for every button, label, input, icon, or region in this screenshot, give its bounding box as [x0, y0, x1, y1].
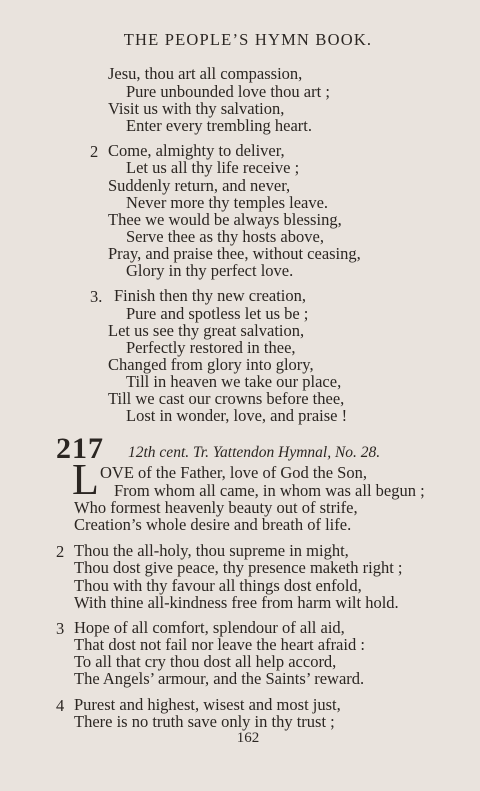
verse-line: Let us all thy life receive ; — [126, 158, 300, 177]
verse-line: Thou dost give peace, thy presence maketh right ; — [74, 558, 403, 577]
verse-line: That dost not fail nor leave the heart afraid : — [74, 635, 365, 654]
verse-line: Glory in thy perfect love. — [126, 261, 294, 280]
verse-line: From whom all came, in whom was all begun ; — [114, 481, 425, 500]
stanza-number: 2 — [56, 542, 65, 561]
page-number: 162 — [236, 730, 260, 746]
verse-line: Finish then thy new creation, — [114, 286, 307, 305]
verse-line: OVE of the Father, love of God the Son, — [100, 463, 367, 482]
verse-line: Jesu, thou art all compassion, — [108, 64, 303, 83]
verse-line: Perfectly restored in thee, — [126, 338, 296, 357]
verse-line: There is no truth save only in thy trust ; — [74, 712, 335, 731]
verse-line: Let us see thy great salvation, — [108, 321, 305, 340]
stanza-number: 2 — [90, 142, 99, 161]
page-header: THE PEOPLE’S HYMN BOOK. — [123, 30, 373, 49]
verse-line: Never more thy temples leave. — [126, 193, 329, 212]
stanza-number: 3. — [90, 287, 103, 306]
verse-line: Thou with thy favour all things dost enfold, — [74, 576, 362, 595]
verse-line: Creation’s whole desire and breath of life. — [74, 515, 352, 534]
verse-line: Come, almighty to deliver, — [108, 141, 285, 160]
verse-line: To all that cry thou dost all help accord, — [74, 652, 337, 671]
verse-line: Suddenly return, and never, — [108, 176, 291, 195]
hymn-number: 217 — [56, 432, 104, 465]
verse-line: Thou the all-holy, thou supreme in might, — [74, 541, 349, 560]
verse-line: Changed from glory into glory, — [108, 355, 314, 374]
drop-cap: L — [72, 455, 99, 504]
verse-line: The Angels’ armour, and the Saints’ reward. — [74, 669, 365, 688]
verse-line: With thine all-kindness free from harm wilt hold. — [74, 593, 399, 612]
verse-line: Till we cast our crowns before thee, — [108, 389, 345, 408]
verse-line: Pure and spotless let us be ; — [126, 304, 309, 323]
verse-line: Who formest heavenly beauty out of strife, — [74, 498, 358, 517]
verse-line: Enter every trembling heart. — [126, 116, 313, 135]
verse-line: Thee we would be always blessing, — [108, 210, 342, 229]
verse-line: Till in heaven we take our place, — [126, 372, 342, 391]
verse-line: Pray, and praise thee, without ceasing, — [108, 244, 361, 263]
verse-line: Pure unbounded love thou art ; — [126, 82, 330, 101]
verse-line: Hope of all comfort, splendour of all aid, — [74, 618, 345, 637]
verse-line: Purest and highest, wisest and most just, — [74, 695, 341, 714]
hymn-source: 12th cent. Tr. Yattendon Hymnal, No. 28. — [128, 444, 381, 461]
verse-line: Visit us with thy salvation, — [108, 99, 285, 118]
verse-line: Lost in wonder, love, and praise ! — [126, 406, 348, 425]
verse-line: Serve thee as thy hosts above, — [126, 227, 324, 246]
stanza-number: 3 — [56, 619, 65, 638]
stanza-number: 4 — [56, 696, 65, 715]
